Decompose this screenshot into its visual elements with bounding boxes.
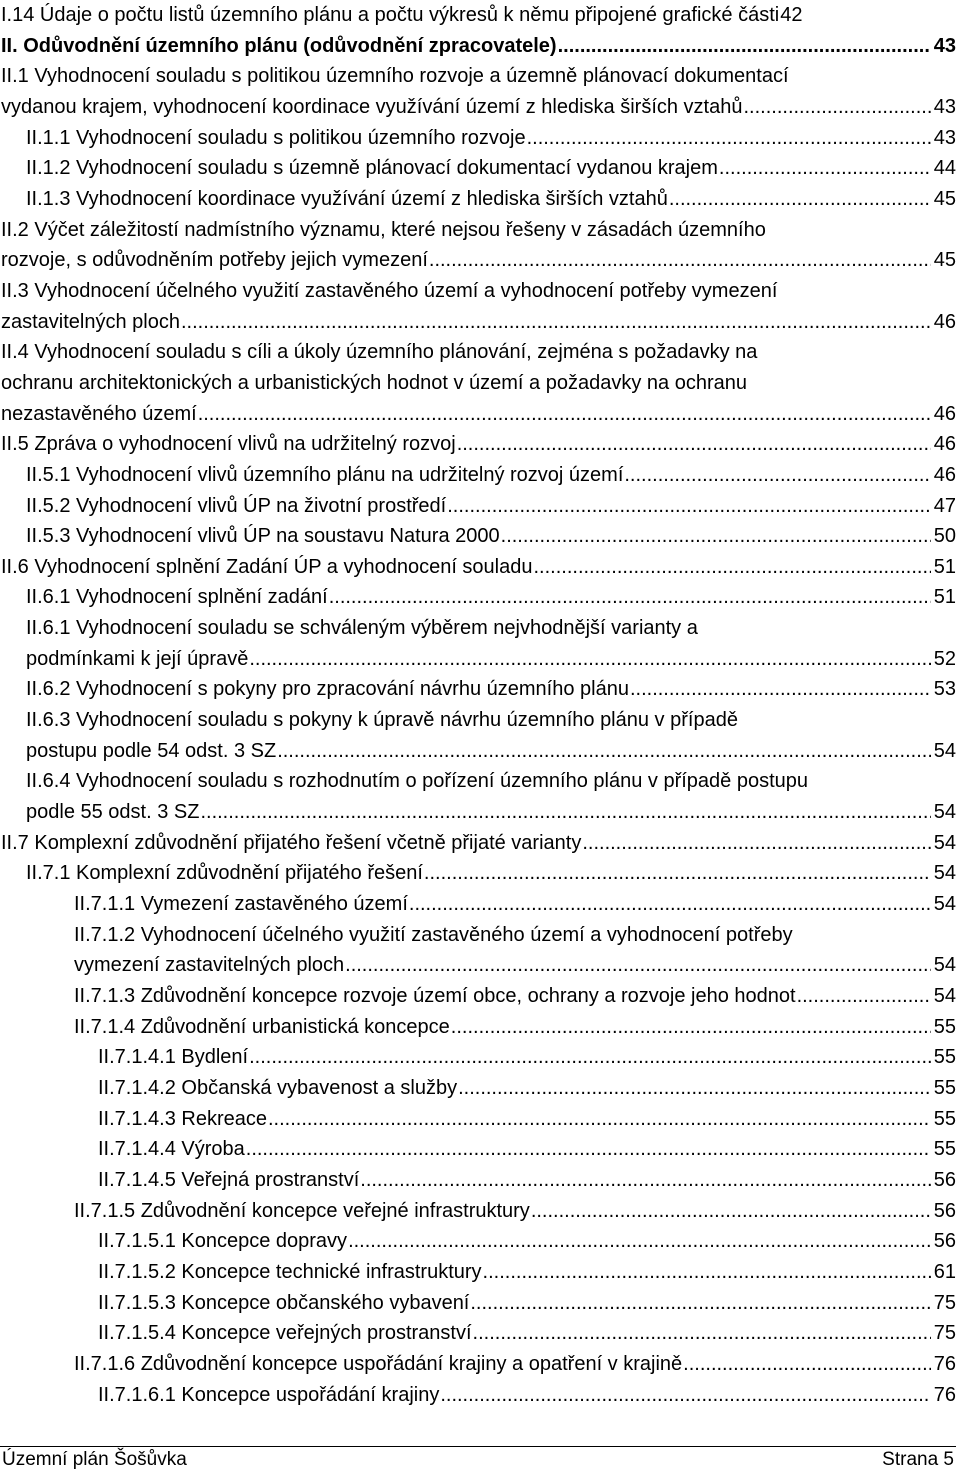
toc-entry[interactable]: [0, 1318, 956, 1349]
toc-entry-title: II.7.1.4.4 Výroba: [98, 1138, 245, 1161]
dot-leader: [473, 1318, 931, 1349]
toc-entry-title: I.14 Údaje o počtu listů územního plánu a počtu výkresů k němu připojené grafické části: [1, 4, 780, 26]
toc-entry-title: II.7.1.5.2 Koncepce technické infrastruktury: [98, 1260, 482, 1283]
toc-entry[interactable]: [0, 981, 956, 1012]
toc-entry[interactable]: [0, 460, 956, 491]
dot-leader: [457, 429, 931, 460]
dot-leader: [582, 828, 930, 859]
toc-entry-page-number: 50: [933, 525, 956, 548]
toc-entry[interactable]: [0, 1288, 956, 1319]
dot-leader: [447, 491, 931, 522]
toc-entry-page-number: 42: [780, 4, 803, 26]
toc-entry-page-number: 43: [933, 126, 956, 149]
toc-entry-page-number: 46: [933, 310, 956, 333]
toc-entry-title: II.6.1 Vyhodnocení splnění zadání: [26, 586, 328, 609]
toc-entry-page-number: 53: [933, 678, 956, 701]
toc-entry[interactable]: [0, 123, 956, 154]
toc-entry-title: II.7.1.5.4 Koncepce veřejných prostranství: [98, 1322, 472, 1345]
dot-leader: [458, 1073, 931, 1104]
toc-entry-title: rozvoje, s odůvodněním potřeby jejich vymezení: [1, 249, 428, 272]
toc-entry-title: podmínkami k její úpravě: [26, 647, 249, 670]
toc-entry-page-number: 43: [933, 34, 956, 57]
dot-leader: [483, 1257, 931, 1288]
toc-entry-title: II.1.2 Vyhodnocení souladu s územně plánovací dokumentací vydanou krajem: [26, 157, 718, 180]
toc-entry-title: II.1.3 Vyhodnocení koordinace využívání území z hlediska širších vztahů: [26, 187, 668, 210]
toc-entry-title: II.5 Zpráva o vyhodnocení vlivů na udržitelný rozvoj: [1, 433, 456, 456]
dot-leader: [719, 153, 931, 184]
toc-entry-title: II.7.1.5.3 Koncepce občanského vybavení: [98, 1291, 470, 1314]
toc-entry[interactable]: [0, 1380, 956, 1411]
footer-page-number: Strana 5: [882, 1449, 954, 1470]
toc-entry-page-number: 45: [933, 249, 956, 272]
toc-entry[interactable]: [0, 705, 956, 766]
toc-entry-title: vymezení zastavitelných ploch: [74, 954, 345, 977]
toc-entry-page-number: 47: [933, 494, 956, 517]
toc-entry[interactable]: [0, 31, 956, 62]
toc-entry-page-number: 45: [933, 187, 956, 210]
toc-entry-page-number: 55: [933, 1015, 956, 1038]
toc-entry[interactable]: [0, 521, 956, 552]
dot-leader: [246, 1134, 931, 1165]
toc-entry-title: II.7 Komplexní zdůvodnění přijatého řešení včetně přijaté varianty: [1, 831, 582, 854]
toc-entry-title: II.7.1.4 Zdůvodnění urbanistická koncepce: [74, 1015, 450, 1038]
toc-entry-page-number: 76: [933, 1352, 956, 1375]
dot-leader: [630, 674, 931, 705]
toc-entry[interactable]: [0, 613, 956, 674]
toc-entry-page-number: 76: [933, 1383, 956, 1406]
toc-entry-page-number: 51: [933, 555, 956, 578]
toc-entry-title: zastavitelných ploch: [1, 310, 180, 333]
dot-leader: [624, 460, 930, 491]
toc-entry[interactable]: [0, 1165, 956, 1196]
toc-entry[interactable]: [0, 215, 956, 276]
toc-entry-page-number: 54: [933, 862, 956, 885]
toc-entry-title: II.7.1.4.5 Veřejná prostranství: [98, 1168, 360, 1191]
toc-entry[interactable]: [0, 1073, 956, 1104]
dot-leader: [531, 1196, 931, 1227]
toc-entry-page-number: 56: [933, 1230, 956, 1253]
toc-entry-title: II.7.1.3 Zdůvodnění koncepce rozvoje území obce, ochrany a rozvoje jeho hodnot: [74, 985, 796, 1007]
toc-entry[interactable]: [0, 858, 956, 889]
toc-entry[interactable]: [0, 1134, 956, 1165]
toc-entry-title: II.7.1.6 Zdůvodnění koncepce uspořádání krajiny a opatření v krajině: [74, 1352, 683, 1375]
dot-leader: [249, 1042, 931, 1073]
toc-entry-title-line: II.2 Výčet záležitostí nadmístního významu, které nejsou řešeny v zásadách územního: [1, 218, 766, 241]
toc-entry-page-number: 56: [933, 1168, 956, 1191]
dot-leader: [470, 1288, 930, 1319]
toc-entry-page-number: 46: [933, 463, 956, 486]
dot-leader: [329, 582, 931, 613]
toc-entry-page-number: 52: [933, 647, 956, 670]
toc-entry-title: II.6 Vyhodnocení splnění Zadání ÚP a vyhodnocení souladu: [1, 555, 533, 578]
toc-entry-title-line: II.1 Vyhodnocení souladu s politikou územního rozvoje a územně plánovací dokumentací: [1, 65, 789, 88]
toc-entry[interactable]: [0, 1196, 956, 1227]
toc-entry-title: II.7.1.4.2 Občanská vybavenost a služby: [98, 1076, 458, 1099]
dot-leader: [797, 981, 931, 1012]
toc-entry-page-number: 55: [933, 1107, 956, 1130]
toc-entry-title: podle 55 odst. 3 SZ: [26, 801, 200, 824]
toc-entry[interactable]: [0, 1257, 956, 1288]
toc-entry-title: II.7.1.1 Vymezení zastavěného území: [74, 893, 408, 916]
toc-entry-title: II.5.3 Vyhodnocení vlivů ÚP na soustavu Natura 2000: [26, 525, 500, 548]
toc-entry-page-number: 54: [933, 954, 956, 977]
toc-entry-page-number: 75: [933, 1291, 956, 1314]
toc-entry-title: II.6.2 Vyhodnocení s pokyny pro zpracování návrhu územního plánu: [26, 678, 629, 701]
toc-entry-title: nezastavěného území: [1, 402, 197, 425]
dot-leader: [429, 245, 931, 276]
dot-leader: [440, 1380, 930, 1411]
toc-entry-page-number: 55: [933, 1076, 956, 1099]
toc-entry-page-number: 51: [933, 586, 956, 609]
toc-entry-title: II.7.1 Komplexní zdůvodnění přijatého řešení: [26, 862, 423, 885]
dot-leader: [277, 736, 931, 767]
toc-entry[interactable]: [0, 828, 956, 859]
dot-leader: [360, 1165, 930, 1196]
toc-entry-page-number: 56: [933, 1199, 956, 1222]
toc-entry-title-line: II.6.1 Vyhodnocení souladu se schváleným výběrem nejvhodnější varianty a: [26, 617, 698, 640]
toc-entry[interactable]: [0, 61, 956, 122]
dot-leader: [683, 1349, 931, 1380]
dot-leader: [527, 123, 931, 154]
toc-entry-title: vydanou krajem, vyhodnocení koordinace využívání území z hlediska širších vztahů: [1, 95, 743, 118]
toc-entry[interactable]: [0, 1012, 956, 1043]
toc-entry-page-number: 75: [933, 1322, 956, 1345]
toc-entry-page-number: 54: [933, 985, 956, 1007]
dot-leader: [533, 552, 930, 583]
toc-entry-page-number: 55: [933, 1138, 956, 1161]
toc-entry[interactable]: [0, 276, 956, 337]
toc-entry-page-number: 46: [933, 433, 956, 456]
toc-entry-title: II.5.2 Vyhodnocení vlivů ÚP na životní prostředí: [26, 494, 447, 517]
dot-leader: [409, 889, 931, 920]
toc-entry-title: II.7.1.4.1 Bydlení: [98, 1046, 249, 1069]
toc-entry[interactable]: [0, 429, 956, 460]
footer-document-title: Územní plán Šošůvka: [2, 1449, 187, 1470]
toc-entry[interactable]: [0, 552, 956, 583]
toc-entry[interactable]: [0, 0, 956, 31]
toc-entry[interactable]: [0, 582, 956, 613]
toc-entry[interactable]: [0, 491, 956, 522]
toc-entry-title: II. Odůvodnění územního plánu (odůvodnění zpracovatele): [1, 34, 557, 57]
toc-entry[interactable]: [0, 1349, 956, 1380]
toc-entry[interactable]: [0, 1226, 956, 1257]
dot-leader: [348, 1226, 931, 1257]
dot-leader: [501, 521, 931, 552]
toc-entry[interactable]: [0, 153, 956, 184]
toc-entry-title: II.7.1.4.3 Rekreace: [98, 1107, 267, 1130]
dot-leader: [249, 644, 930, 675]
dot-leader: [268, 1104, 931, 1135]
toc-entry-title: II.5.1 Vyhodnocení vlivů územního plánu na udržitelný rozvoj území: [26, 463, 624, 486]
toc-entry-page-number: 55: [933, 1046, 956, 1069]
dot-leader: [743, 92, 930, 123]
toc-entry-title: II.7.1.5.1 Koncepce dopravy: [98, 1230, 348, 1253]
toc-entry[interactable]: [0, 920, 956, 981]
toc-entry-title-line: ochranu architektonických a urbanistických hodnot v území a požadavky na ochranu: [1, 371, 747, 394]
dot-leader: [200, 797, 930, 828]
toc-entry-page-number: 44: [933, 157, 956, 180]
toc-entry-title-line: II.6.3 Vyhodnocení souladu s pokyny k úpravě návrhu územního plánu v případě: [26, 709, 738, 732]
dot-leader: [558, 31, 931, 62]
toc-entry-title-line: II.7.1.2 Vyhodnocení účelného využití zastavěného území a vyhodnocení potřeby: [74, 923, 793, 946]
toc-entry-title: II.7.1.6.1 Koncepce uspořádání krajiny: [98, 1383, 440, 1406]
toc-entry-title: II.1.1 Vyhodnocení souladu s politikou územního rozvoje: [26, 126, 526, 149]
toc-entry-page-number: 54: [933, 801, 956, 824]
toc-entry-title: postupu podle 54 odst. 3 SZ: [26, 739, 277, 762]
toc-entry-title-line: II.6.4 Vyhodnocení souladu s rozhodnutím o pořízení územního plánu v případě postupu: [26, 770, 809, 793]
toc-entry[interactable]: [0, 889, 956, 920]
dot-leader: [345, 950, 931, 981]
toc-entry[interactable]: [0, 766, 956, 827]
toc-entry[interactable]: [0, 1042, 956, 1073]
toc-entry[interactable]: [0, 674, 956, 705]
toc-entry[interactable]: [0, 184, 956, 215]
dot-leader: [181, 307, 931, 338]
dot-leader: [424, 858, 931, 889]
toc-entry-page-number: 54: [933, 893, 956, 916]
toc-entry-page-number: 54: [933, 831, 956, 854]
toc-entry-title-line: II.3 Vyhodnocení účelného využití zastavěného území a vyhodnocení potřeby vymezení: [1, 279, 778, 302]
toc-entry-title-line: II.4 Vyhodnocení souladu s cíli a úkoly územního plánování, zejména s požadavky na: [1, 341, 758, 364]
dot-leader: [198, 399, 931, 430]
dot-leader: [451, 1012, 931, 1043]
toc-entry-page-number: 43: [933, 95, 956, 118]
page-footer: [0, 1446, 956, 1473]
toc-entry-page-number: 61: [933, 1260, 956, 1283]
dot-leader: [669, 184, 931, 215]
toc-entry[interactable]: [0, 1104, 956, 1135]
toc-entry-page-number: 54: [933, 739, 956, 762]
toc-entry-title: II.7.1.5 Zdůvodnění koncepce veřejné infrastruktury: [74, 1199, 530, 1222]
toc-entry[interactable]: [0, 337, 956, 429]
toc-entry-page-number: 46: [933, 402, 956, 425]
